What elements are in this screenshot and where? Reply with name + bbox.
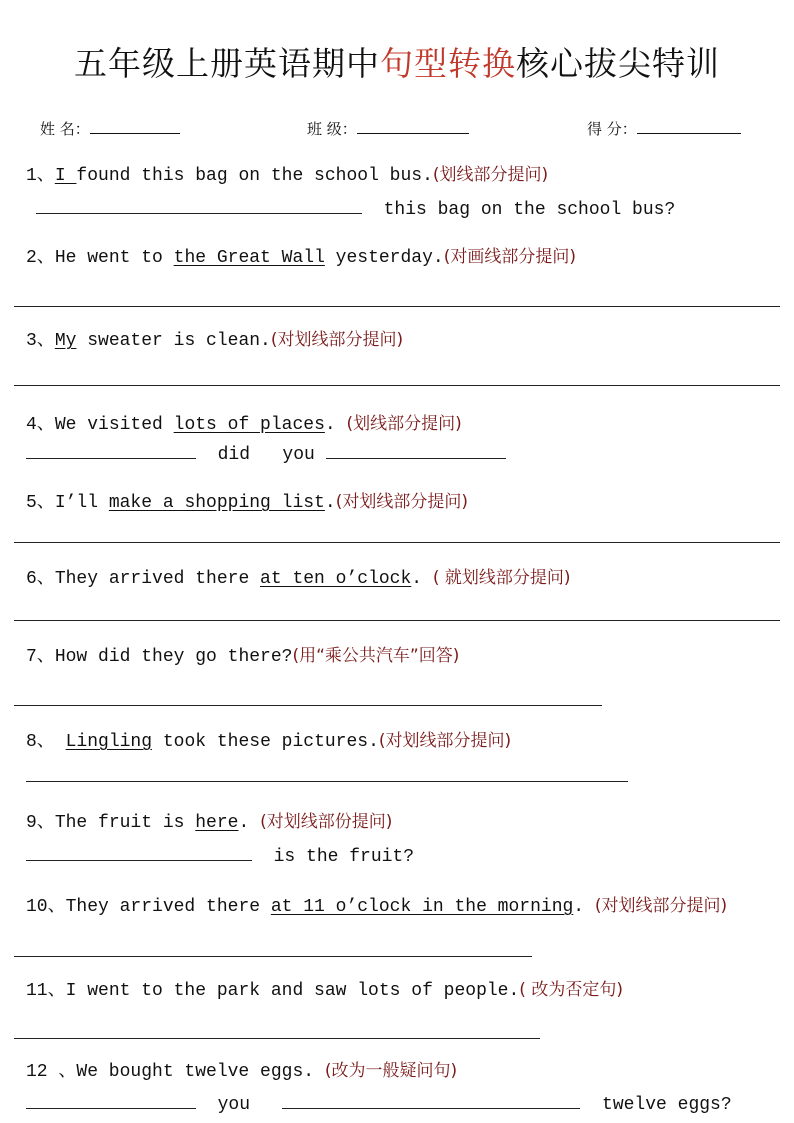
text-questions-5-pre: They arrived there [54,569,261,589]
text-questions-3-answer_mid: did [217,445,251,465]
text-questions-5-num: 6、 [26,569,55,589]
text-questions-0-u: I [54,166,77,186]
question-9 [26,807,392,833]
answer-line-11[interactable] [14,1038,540,1039]
text-questions-9-u: at 11 o’clock in the morning [270,897,574,917]
text-questions-7-pre [55,732,66,752]
text-questions-3-answer_mid2: you [282,445,315,465]
text-questions-2-num: 3、 [26,331,55,351]
answer-blank[interactable] [326,442,506,459]
text-questions-3-u: lots of places [173,415,325,435]
question-4 [26,409,462,435]
class-field [307,118,469,139]
text-questions-3-num: 4、 [26,415,55,435]
text-questions-0-note: (划线部分提问) [432,165,549,185]
text-questions-11-note: (改为一般疑问句) [324,1061,458,1081]
text-questions-5-note: ( 就划线部分提问) [432,568,571,588]
answer-1 [36,197,675,220]
text-questions-3-post: . [324,415,347,435]
name-field [40,118,180,139]
text-questions-6-num: 7、 [26,647,55,667]
answer-line-3[interactable] [14,385,780,386]
answer-line-8[interactable] [26,781,628,782]
name-blank[interactable] [90,119,180,134]
text-questions-0-answer_suffix: this bag on the school bus? [383,200,676,220]
question-3 [26,325,403,351]
text-questions-5-u: at ten o’clock [260,569,412,589]
score-label: 得 分： [587,120,637,138]
text-questions-7-num: 8、 [26,732,55,752]
title-part-1: 五年级上册英语期中 [74,44,380,83]
text-questions-2-post: sweater is clean. [76,331,271,351]
text-questions-7-post: took these pictures. [152,732,379,752]
question-8 [26,726,511,752]
question-2 [26,242,576,268]
class-blank[interactable] [357,119,469,134]
text-questions-6-note: (用“乘公共汽车”回答) [292,646,460,666]
text-questions-2-u: My [54,331,77,351]
text-questions-11-pre: We bought twelve eggs. [76,1062,325,1082]
question-7 [26,641,459,667]
text-questions-9-post: . [573,897,595,917]
question-6 [26,563,571,589]
text-questions-7-u: Lingling [65,732,153,752]
answer-line-10[interactable] [14,956,532,957]
answer-blank[interactable] [282,1092,580,1109]
text-questions-11-answer_mid: you [217,1095,251,1115]
text-questions-1-post: yesterday. [324,248,444,268]
answer-blank[interactable] [36,197,362,214]
text-questions-1-pre: He went to [54,248,174,268]
text-questions-8-note: (对划线部份提问) [260,812,393,832]
text-questions-8-num: 9、 [26,813,55,833]
answer-4 [26,442,506,465]
text-questions-9-num: 10、 [26,897,66,917]
answer-blank[interactable] [26,1092,196,1109]
text-questions-10-num: 11、 [26,981,66,1001]
answer-line-5[interactable] [14,542,780,543]
answer-blank[interactable] [26,844,252,861]
text-questions-4-num: 5、 [26,493,55,513]
text-questions-11-answer_suffix: twelve eggs? [602,1095,732,1115]
text-questions-0-post: found this bag on the school bus. [76,166,433,186]
name-label: 姓 名： [40,120,90,138]
text-questions-4-u: make a shopping list [108,493,325,513]
text-questions-8-answer_mid: is the fruit? [273,847,415,867]
class-label: 班 级： [307,120,357,138]
text-questions-9-pre: They arrived there [65,897,271,917]
text-questions-10-note: ( 改为否定句) [519,980,623,1000]
text-questions-4-post: . [324,493,336,513]
answer-line-6[interactable] [14,620,780,621]
text-questions-1-note: (对画线部分提问) [443,247,576,267]
text-questions-8-post: . [238,813,261,833]
text-questions-4-note: (对划线部分提问) [335,492,468,512]
answer-line-2[interactable] [14,306,780,307]
text-questions-3-pre: We visited [54,415,174,435]
answer-blank[interactable] [26,442,196,459]
page-title [0,38,794,85]
text-questions-3-note: (划线部分提问) [346,414,462,434]
text-questions-5-post: . [411,569,433,589]
text-questions-2-note: (对划线部分提问) [270,330,404,350]
question-11 [26,975,623,1001]
text-questions-6-pre: How did they go there? [54,647,293,667]
text-questions-1-num: 2、 [26,248,55,268]
answer-line-7[interactable] [14,705,602,706]
text-questions-9-note: (对划线部分提问) [594,896,728,916]
text-questions-7-note: (对划线部分提问) [378,731,512,751]
answer-9 [26,844,414,867]
question-1 [26,160,548,186]
text-questions-8-u: here [195,813,239,833]
question-5 [26,487,468,513]
text-questions-11-num: 12 、 [26,1062,77,1082]
score-field [587,118,741,139]
text-questions-0-num: 1、 [26,166,55,186]
text-questions-8-pre: The fruit is [54,813,196,833]
title-part-3: 核心拔尖特训 [516,44,720,83]
text-questions-4-pre: I’ll [54,493,109,513]
answer-12 [26,1092,732,1115]
score-blank[interactable] [637,119,741,134]
question-12 [26,1056,457,1082]
title-part-2: 句型转换 [380,44,516,83]
text-questions-10-pre: I went to the park and saw lots of people. [65,981,520,1001]
question-10 [26,891,727,917]
text-questions-1-u: the Great Wall [173,248,325,268]
